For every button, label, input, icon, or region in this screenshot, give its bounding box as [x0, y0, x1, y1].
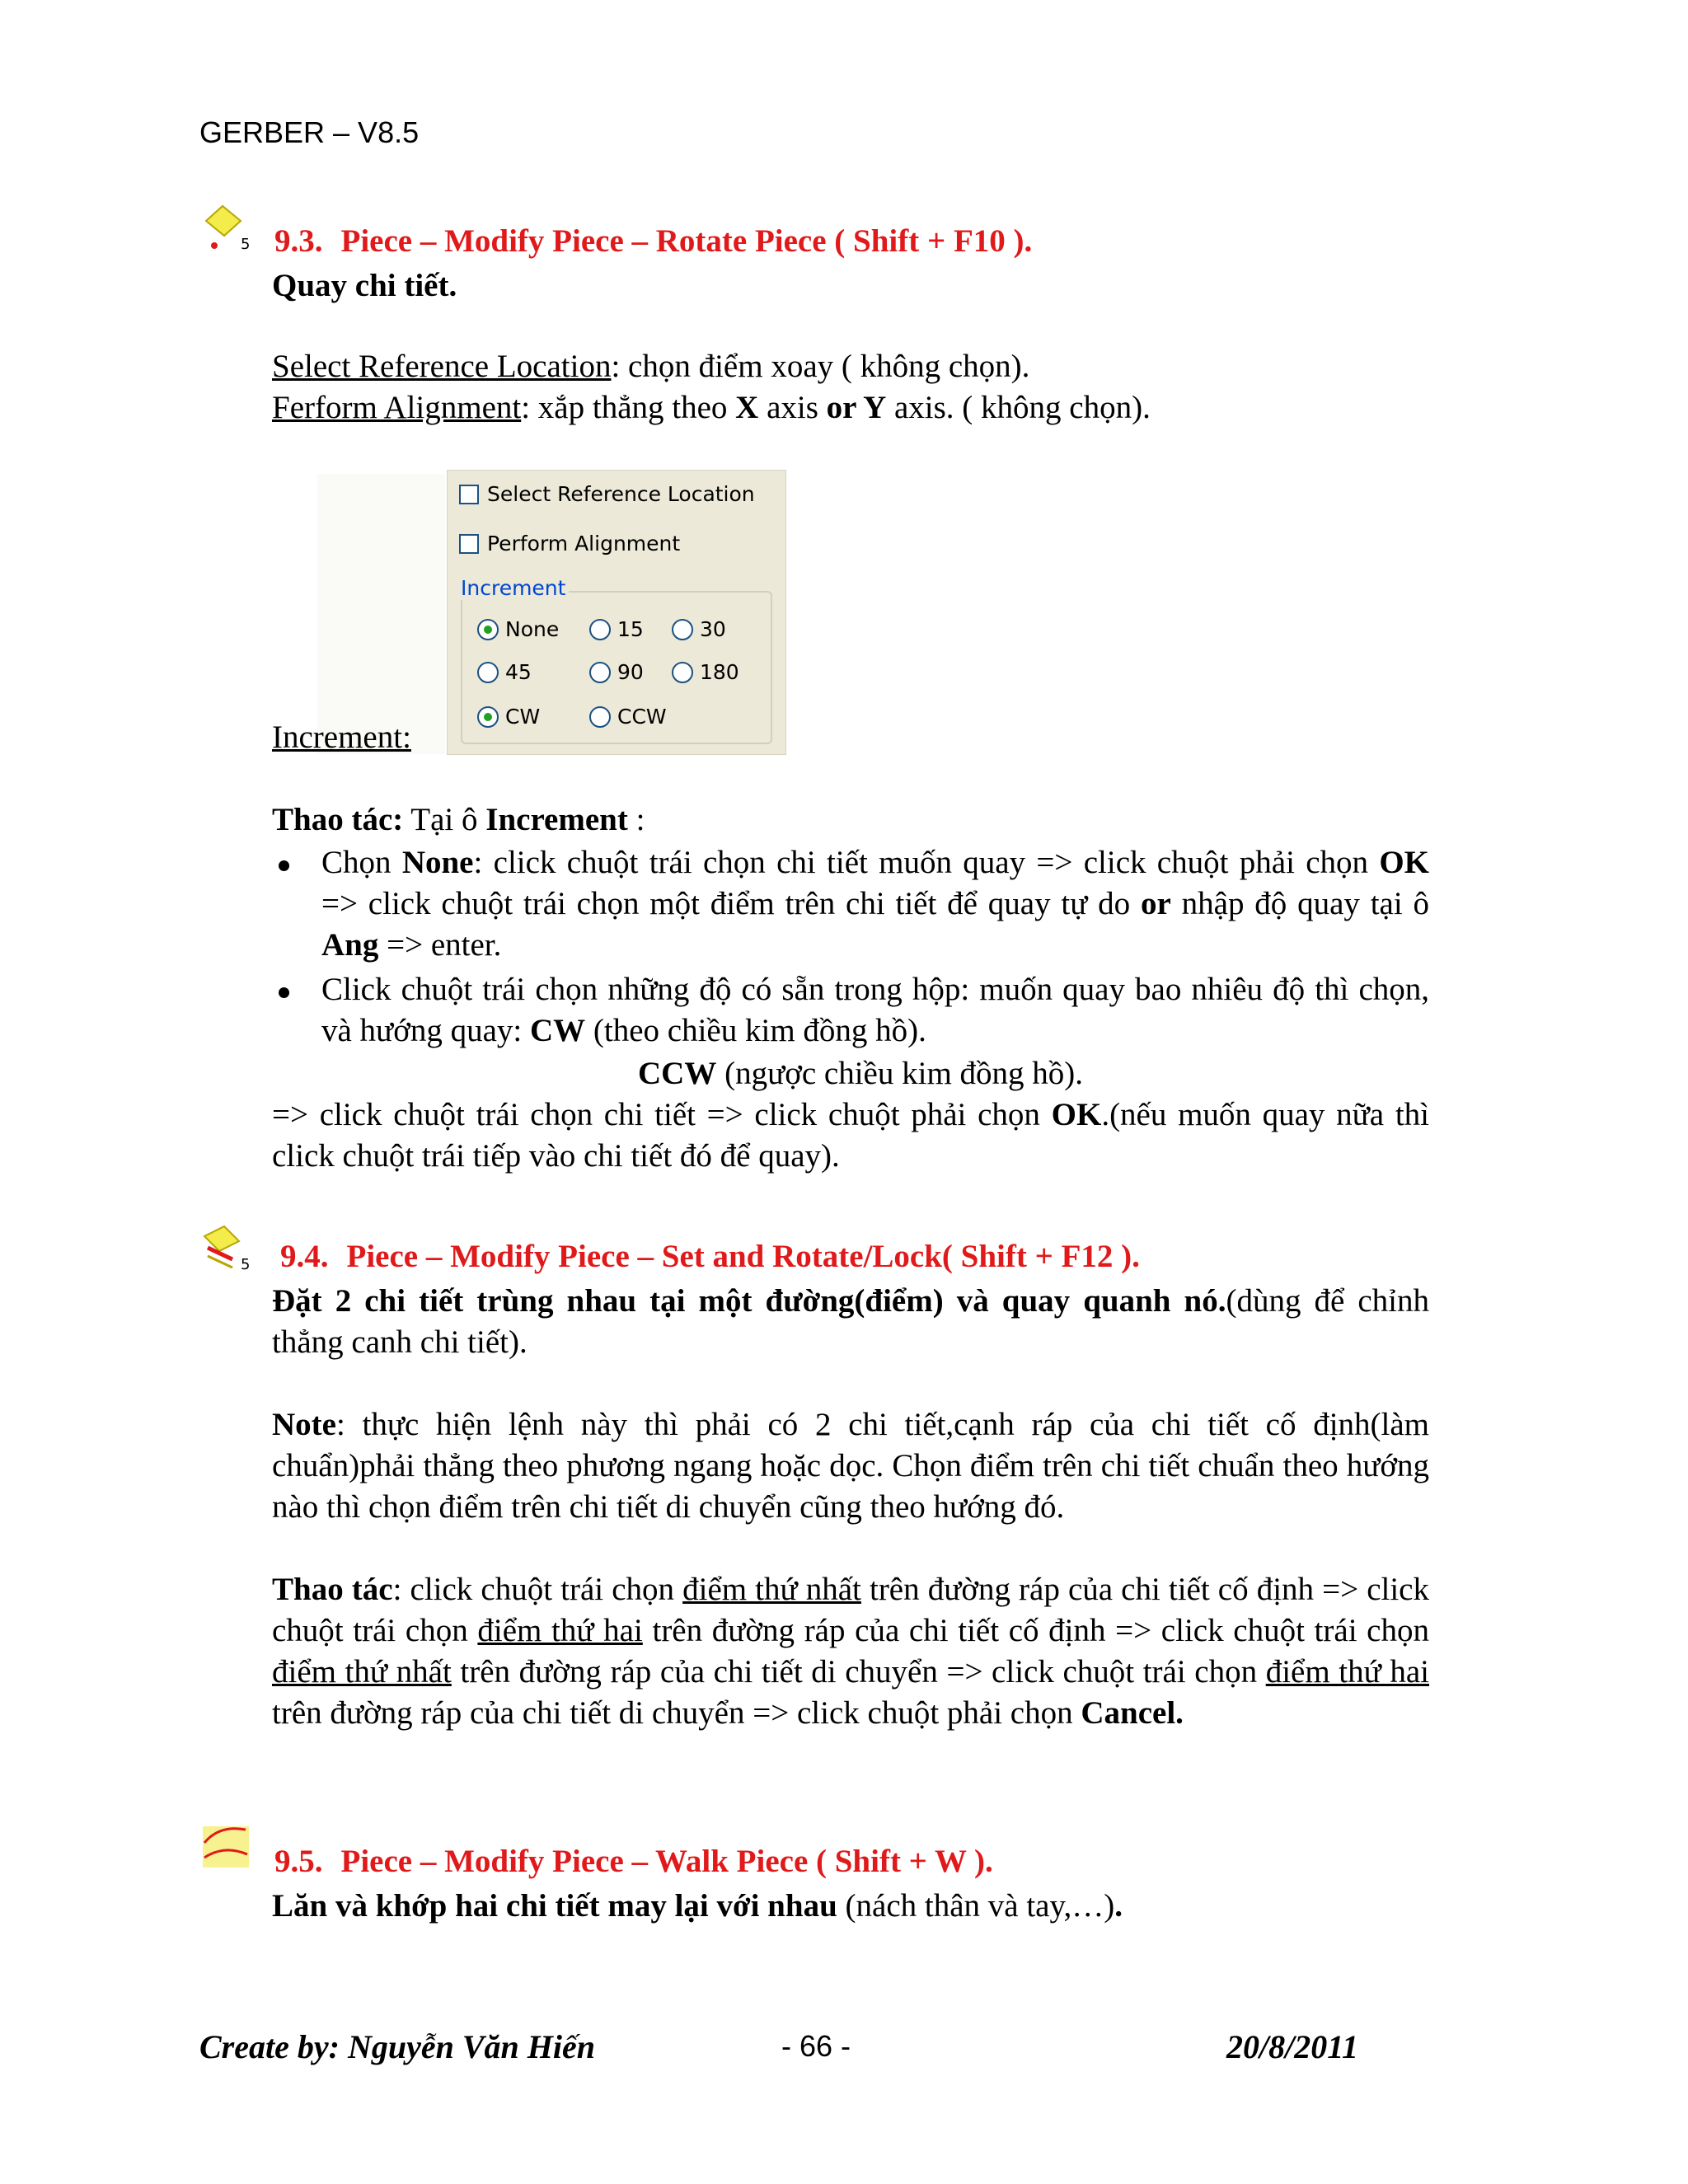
perform-alignment-checkbox[interactable]: Perform Alignment: [459, 532, 680, 555]
radio-cw[interactable]: CW: [477, 705, 540, 729]
checkbox-box[interactable]: [459, 534, 479, 554]
increment-group-label: Increment: [461, 576, 569, 600]
radio-circle[interactable]: [589, 662, 611, 683]
perform-alignment-line: Ferform Alignment: xắp thẳng theo X axis or Y axis. ( không chọn).: [272, 390, 1151, 425]
radio-180[interactable]: 180: [672, 660, 739, 684]
radio-15[interactable]: 15: [589, 617, 644, 641]
section-9-5-title: 9.5. Piece – Modify Piece – Walk Piece ( Shift + W ).: [274, 1844, 993, 1879]
footer-author: Create by: Nguyễn Văn Hiến: [199, 2028, 595, 2065]
bullet-none: Chọn None: click chuột trái chọn chi tiết muốn quay => click chuột phải chọn OK => click chuột trái chọn một điểm trên chi tiết để quay tự do or nhập độ quay tại ô Ang => enter.: [272, 842, 1429, 966]
svg-text:5: 5: [241, 236, 251, 253]
dialog-shadow: [317, 474, 445, 754]
document-header: GERBER – V8.5: [199, 115, 420, 149]
radio-circle-selected[interactable]: [477, 706, 499, 728]
set-rotate-lock-icon: [199, 1223, 254, 1276]
walk-piece-icon: [199, 1821, 254, 1874]
final-step: => click chuột trái chọn chi tiết => click chuột phải chọn OK.(nếu muốn quay nữa thì click chuột trái tiếp vào chi tiết đó để quay).: [272, 1097, 1429, 1174]
section-9-4-subtitle: Đặt 2 chi tiết trùng nhau tại một đường(điểm) và quay quanh nó.(dùng để chỉnh thẳng canh chi tiết).: [272, 1283, 1429, 1360]
bullet-dot: [279, 987, 289, 998]
rotate-options-dialog: [447, 470, 786, 755]
section-9-4-operation: Thao tác: click chuột trái chọn điểm thứ nhất trên đường ráp của chi tiết cố định => click chuột trái chọn điểm thứ hai trên đường ráp của chi tiết cố định => click chuột trái chọn điểm thứ nhất trên đường ráp của chi tiết di chuyển => click chuột trái chọn điểm thứ hai trên đường ráp của chi tiết di chuyển => click chuột phải chọn Cancel.: [272, 1572, 1429, 1731]
radio-none[interactable]: None: [477, 617, 559, 641]
rotate-piece-icon: [199, 203, 254, 255]
radio-circle[interactable]: [589, 706, 611, 728]
bullet-dot: [279, 860, 289, 871]
radio-circle[interactable]: [589, 619, 611, 640]
section-9-5-subtitle: Lăn và khớp hai chi tiết may lại với nhau (nách thân và tay,…).: [272, 1888, 1123, 1924]
radio-90[interactable]: 90: [589, 660, 644, 684]
radio-ccw[interactable]: CCW: [589, 705, 667, 729]
ccw-line: CCW (ngược chiều kim đồng hồ).: [638, 1056, 1084, 1091]
page-number: - 66 -: [781, 2029, 851, 2063]
select-reference-checkbox[interactable]: Select Reference Location: [459, 482, 755, 506]
radio-circle[interactable]: [672, 619, 693, 640]
operation-bullets: [272, 842, 1429, 1052]
section-9-4-note: Note: thực hiện lệnh này thì phải có 2 chi tiết,cạnh ráp của chi tiết cố định(làm chuẩn)phải thẳng theo phương ngang hoặc dọc. Chọn điểm trên chi tiết chuẩn theo hướng nào thì chọn điểm trên chi tiết di chuyển cũng theo hướng đó.: [272, 1407, 1429, 1525]
svg-text:5: 5: [241, 1256, 251, 1273]
section-9-3-subtitle: Quay chi tiết.: [272, 268, 457, 303]
radio-circle[interactable]: [672, 662, 693, 683]
radio-circle[interactable]: [477, 662, 499, 683]
section-9-3-title: 9.3. Piece – Modify Piece – Rotate Piece ( Shift + F10 ).: [274, 223, 1033, 259]
checkbox-box[interactable]: [459, 485, 479, 504]
radio-30[interactable]: 30: [672, 617, 726, 641]
increment-label: Increment:: [272, 719, 411, 755]
footer-date: 20/8/2011: [1226, 2028, 1359, 2065]
section-9-4-title: 9.4. Piece – Modify Piece – Set and Rotate/Lock( Shift + F12 ).: [280, 1239, 1140, 1274]
bullet-preset: Click chuột trái chọn những độ có sẵn trong hộp: muốn quay bao nhiêu độ thì chọn, và hướng quay: CW (theo chiều kim đồng hồ).: [272, 969, 1429, 1052]
operation-heading: Thao tác: Tại ô Increment :: [272, 802, 645, 837]
radio-45[interactable]: 45: [477, 660, 532, 684]
select-reference-line: Select Reference Location: chọn điểm xoay ( không chọn).: [272, 349, 1030, 384]
radio-circle-selected[interactable]: [477, 619, 499, 640]
